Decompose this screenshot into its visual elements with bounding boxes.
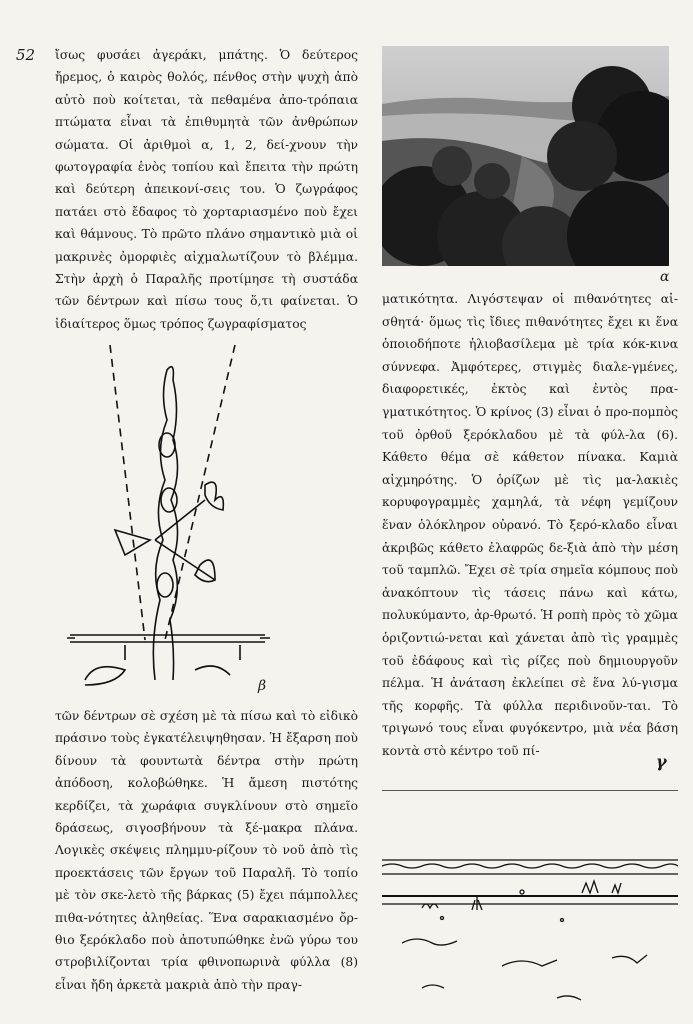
landscape-photo <box>382 46 669 266</box>
left-column <box>55 44 358 992</box>
left-column-bottom-text: τῶν δέντρων σὲ σχέση μὲ τὰ πίσω καὶ τὸ εἰδικὸ πράσινο τοὺς ἐγκατέλειψηθησαν. Ἡ ἔξαρση ποὺ δίνουν τὰ φουντωτὰ δέντρα στὴν πρώτη ἀπόδοση, κολοβώθηκε. Ἡ ἄμεση πιστότης κερδίζει, τὰ χωράφια συγκλίνουν στὸ σημεῖο δράσεως, σιγοσβήνουν τὰ ξέ-μακρα πλάνα. Λογικὲς σκέψεις πλημμυ-ρίζουν τὸ νοῦ ἀπὸ τὶς προεκτάσεις τῶν ἔργων τοῦ Παραλῆ. Τὸ τοπίο μὲ τὸν σκε-λετὸ τῆς βάρκας (5) ἔχει πάμπολλες πιθα-νότητες ἀληθείας. Ἕνα σαρακιασμένο ὄρ-θιο ξερόκλαδο ποὺ ἀποτυπώθηκε ἐνῶ γύρω του στροβιλίζονται τρία φθινοπωρινὰ φύλλα (8) εἶναι ἤδη ἀρκετὰ μακριὰ ἀπὸ τὴν πραγ- <box>55 709 358 992</box>
figure-label-b: β <box>258 678 267 694</box>
page-number: 52 <box>16 46 36 64</box>
left-column-top-text: ἴσως φυσάει ἀγεράκι, μπάτης. Ὁ δεύτερος ἤρεμος, ὁ καιρὸς θολός, πένθος στὴν ψυχὴ ἀπὸ αὐτὸ ποὺ κοίτεται, τὰ πεθαμένα ἀπο-τρόπαια πτώματα εἶναι τὰ ἐπιθυμητὰ τῶν ἀνθρώπων σώματα. Οἱ ἀριθμοὶ α, 1, 2, δεί-χνουν τὴν φωτογραφία ἑνὸς τοπίου καὶ ἔπειτα τὴν πρώτη καὶ δεύτερη ἀπεικονί-σεις του. Ὁ ζωγράφος πατάει στὸ ἔδαφος τὸ χορταριασμένο ποὺ ἔχει καὶ θάμνους. Τὸ πρῶτο πλάνο σημαντικὸ μιὰ οἱ μακρινὲς ὀμορφιὲς αἰχμαλωτίζουν τὸ βλέμμα. Στὴν ἀρχὴ ὁ Παραλῆς προτίμησε τὴ συστάδα τῶν δέντρων καὶ πίσω τους ὅ,τι φαίνεται. Ὁ ἰδιαίτερος ὅμως τρόπος ζωγραφίσματος <box>55 48 358 331</box>
right-column <box>382 288 678 762</box>
sketch-drawing-beta <box>55 340 275 690</box>
right-column-text: ματικότητα. Λιγόστεψαν οἱ πιθανότητες αἰ-σθητά· ὅμως τὶς ἴδιες πιθανότητες ἔχει κι ἕνα ὁποιοδήποτε ἡλιοβασίλεμα μὲ τρία κόκ-κινα σύννεφα. Ἀμφότερες, στιγμὲς διαλε-γμένες, διαφορετικές, ἐκτὸς καὶ ἐντὸς πρα-γματικότητος. Ὁ κρίνος (3) εἶναι ὁ προ-πομπὸς τοῦ ὀρθοῦ ξερόκλαδου μὲ τὰ φύλ-λα (6). Κάθετο θέμα σὲ κάθετον πίνακα. Καμιὰ αἰχμηρότης. Ὁ ὁρίζων μὲ τὶς μα-λακιὲς κορυφογραμμὲς χαμηλά, τὰ νέφη γεμίζουν ἕναν ὁλόκληρον οὐρανό. Τὸ ξερό-κλαδο εἶναι ἀκριβῶς κάθετο ἐλαφρῶς δε-ξιὰ ἀπὸ τὴν μέση τοῦ ταμπλῶ. Ἔχει σὲ τρία σημεῖα κόμπους ποὺ ἀνακόπτουν τὶς τάσεις πάνω καὶ κάτω, πολυκύμαντο, ἀρ-θρωτό. Ἡ ροπὴ πρὸς τὸ χῶμα ὁριζοντιώ-νεται καὶ χάνεται ἀπὸ τὶς γραμμὲς τοῦ ἐδάφους καὶ τὶς ρίζες ποὺ δημιουργοῦν πέλμα. Ἡ ἀνάταση ἐκλείπει σὲ ἕνα λύ-γισμα τῆς κορφῆς. Τὰ φύλλα περιδινοῦν-ται. Τὸ τριγωνό τους εἶναι φυγόκεντρο, μιὰ νέα βάση κοντὰ στὸ κέντρο τοῦ πί- <box>382 292 678 758</box>
figure-label-a: α <box>660 269 670 285</box>
divider <box>382 790 678 791</box>
sketch-drawing-gamma <box>382 848 678 1008</box>
figure-label-g: γ <box>656 752 667 771</box>
